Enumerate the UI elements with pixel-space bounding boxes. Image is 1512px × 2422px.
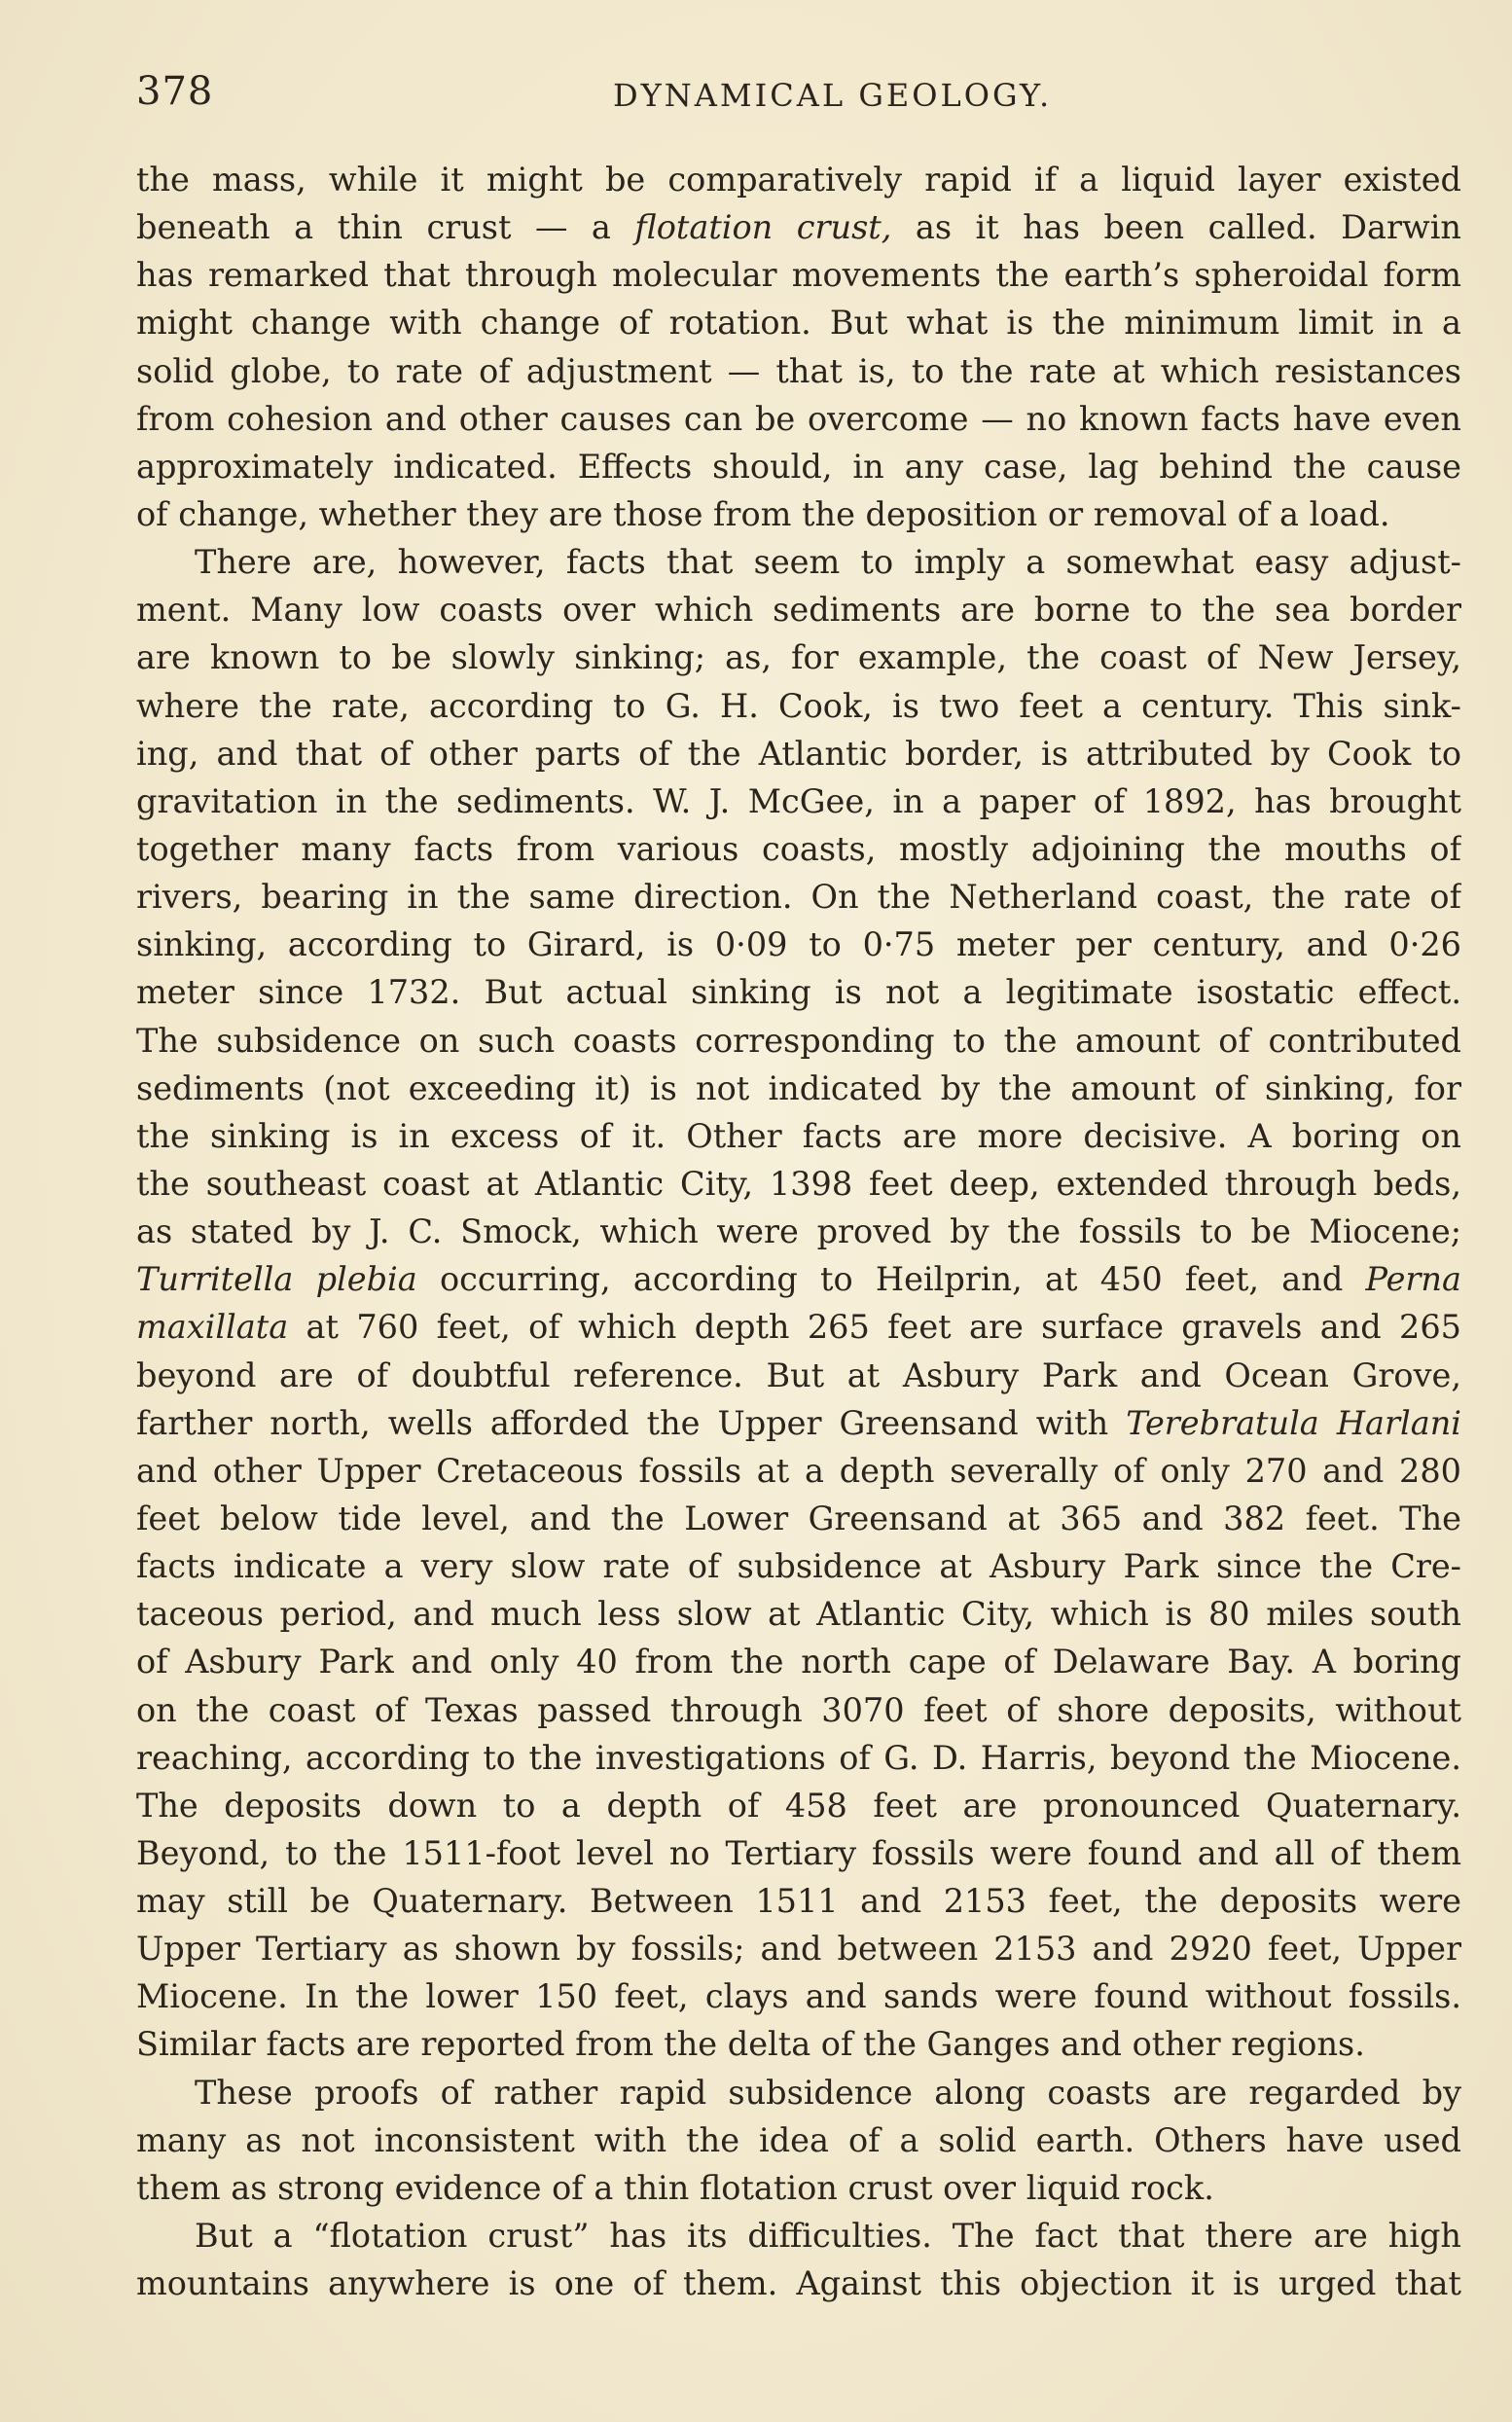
text-run: the mass, while it might be comparatively rapid if a liquid layer existed <box>136 161 1461 199</box>
text-run: Beyond, to the 1511-foot level no Tertiary fossils were found and all of them <box>136 1833 1461 1872</box>
text-line <box>136 538 1461 586</box>
text-run: Miocene. In the lower 150 feet, clays and sands were found without fossils. <box>136 1977 1461 2016</box>
text-line <box>136 490 1461 538</box>
text-line <box>136 777 1461 825</box>
text-run: beyond are of doubtful reference. But at Asbury Park and Ocean Grove, <box>136 1356 1461 1394</box>
text-line <box>136 2020 1461 2068</box>
page-number: 378 <box>136 69 214 114</box>
text-line <box>136 921 1461 968</box>
text-run: together many facts from various coasts, mostly adjoining the mouths of <box>136 829 1461 868</box>
text-run: feet below tide level, and the Lower Greensand at 365 and 382 feet. The <box>136 1499 1461 1537</box>
text-run: The subsidence on such coasts corresponding to the amount of contributed <box>136 1021 1461 1060</box>
text-line <box>136 251 1461 299</box>
text-line <box>136 633 1461 681</box>
text-run: of change, whether they are those from the deposition or removal of a load. <box>136 494 1390 533</box>
text-line <box>136 1734 1461 1782</box>
text-line <box>136 1590 1461 1638</box>
page-header <box>136 62 1459 121</box>
text-run: ing, and that of other parts of the Atlantic border, is attributed by Cook to <box>136 734 1461 773</box>
text-line <box>136 2116 1461 2164</box>
text-run: taceous period, and much less slow at Atlantic City, which is 80 miles south <box>136 1595 1461 1634</box>
text-line <box>136 1447 1461 1495</box>
text-run: mountains anywhere is one of them. Against this objection it is urged that <box>136 2264 1461 2303</box>
text-run: gravitation in the sediments. W. J. McGee, in a paper of 1892, has brought <box>136 781 1461 820</box>
paragraph <box>136 538 1461 2069</box>
text-run: But a “flotation crust” has its difficulties. The fact that there are high <box>195 2217 1461 2256</box>
text-run: on the coast of Texas passed through 3070 feet of shore deposits, without <box>136 1690 1461 1729</box>
body-text <box>136 156 1461 2307</box>
text-line <box>136 1399 1461 1447</box>
text-run: as stated by J. C. Smock, which were proved by the fossils to be Miocene; <box>136 1212 1461 1251</box>
text-line <box>136 1686 1461 1734</box>
text-run: Upper Tertiary as shown by fossils; and between 2153 and 2920 feet, Upper <box>136 1930 1461 1969</box>
text-line <box>136 2212 1461 2259</box>
text-run: the southeast coast at Atlantic City, 1398 feet deep, extended through beds, <box>136 1164 1461 1203</box>
text-run: and other Upper Cretaceous fossils at a depth severally of only 270 and 280 <box>136 1451 1461 1490</box>
text-line <box>136 1208 1461 1255</box>
text-line <box>136 730 1461 777</box>
text-line <box>136 299 1461 346</box>
text-run: farther north, wells afforded the Upper Greensand with <box>136 1403 1127 1442</box>
italic-text: maxillata <box>136 1308 289 1347</box>
text-line <box>136 1255 1461 1303</box>
text-run: reaching, according to the investigations of G. D. Harris, beyond the Miocene. <box>136 1738 1461 1777</box>
text-run: at 760 feet, of which depth 265 feet are surface gravels and 265 <box>288 1308 1461 1347</box>
text-line <box>136 1160 1461 1208</box>
text-line <box>136 586 1461 633</box>
text-run: meter since 1732. But actual sinking is not a legitimate isostatic effect. <box>136 973 1461 1012</box>
text-line <box>136 203 1461 251</box>
text-run: them as strong evidence of a thin flotation crust over liquid rock. <box>136 2168 1214 2207</box>
text-run: ment. Many low coasts over which sediments are borne to the sea border <box>136 591 1461 630</box>
text-line <box>136 1877 1461 1925</box>
text-line <box>136 443 1461 490</box>
text-line <box>136 2069 1461 2116</box>
text-line <box>136 1829 1461 1877</box>
text-run: might change with change of rotation. But what is the minimum limit in a <box>136 304 1461 343</box>
text-run: are known to be slowly sinking; as, for example, the coast of New Jersey, <box>136 638 1461 677</box>
text-line <box>136 156 1461 203</box>
italic-text: flotation crust, <box>634 208 892 247</box>
text-run: The deposits down to a depth of 458 feet are pronounced Quaternary. <box>136 1786 1461 1825</box>
text-run: approximately indicated. Effects should, in any case, lag behind the cause <box>136 447 1461 486</box>
text-run: Similar facts are reported from the delta of the Ganges and other regions. <box>136 2025 1365 2064</box>
text-run: from cohesion and other causes can be overcome — no known facts have even <box>136 399 1461 438</box>
italic-text: Turritella plebia <box>136 1260 417 1299</box>
text-line <box>136 1065 1461 1112</box>
text-run: where the rate, according to G. H. Cook, is two feet a century. This sink- <box>136 686 1461 725</box>
text-run: rivers, bearing in the same direction. On the Netherland coast, the rate of <box>136 878 1461 917</box>
text-line <box>136 1112 1461 1160</box>
text-run: There are, however, facts that seem to imply a somewhat easy adjust- <box>195 543 1461 582</box>
text-run: has remarked that through molecular movements the earth’s spheroidal form <box>136 256 1461 295</box>
text-line <box>136 873 1461 921</box>
text-run: many as not inconsistent with the idea of a solid earth. Others have used <box>136 2120 1461 2159</box>
text-line <box>136 347 1461 395</box>
italic-text: Terebratula Harlani <box>1126 1403 1461 1442</box>
text-line <box>136 968 1461 1016</box>
text-run: sediments (not exceeding it) is not indicated by the amount of sinking, for <box>136 1068 1461 1107</box>
text-run: sinking, according to Girard, is 0·09 to 0·75 meter per century, and 0·26 <box>136 925 1461 964</box>
text-run: may still be Quaternary. Between 1511 and 2153 feet, the deposits were <box>136 1882 1461 1921</box>
text-line <box>136 395 1461 443</box>
italic-text: Perna <box>1365 1260 1461 1299</box>
text-line <box>136 2164 1461 2212</box>
text-run: These proofs of rather rapid subsidence along coasts are regarded by <box>195 2073 1461 2112</box>
running-head: DYNAMICAL GEOLOGY. <box>613 77 1053 114</box>
text-run: occurring, according to Heilprin, at 450 feet, and <box>416 1260 1366 1299</box>
text-run: as it has been called. Darwin <box>891 208 1461 247</box>
text-line <box>136 1352 1461 1399</box>
text-line <box>136 825 1461 873</box>
text-line <box>136 2259 1461 2307</box>
text-run: of Asbury Park and only 40 from the north cape of Delaware Bay. A boring <box>136 1643 1461 1681</box>
text-run: the sinking is in excess of it. Other facts are more decisive. A boring on <box>136 1116 1461 1155</box>
text-line <box>136 1542 1461 1590</box>
text-run: facts indicate a very slow rate of subsidence at Asbury Park since the Cre- <box>136 1547 1461 1586</box>
text-line <box>136 1925 1461 1972</box>
text-line <box>136 1972 1461 2020</box>
text-line <box>136 1495 1461 1542</box>
text-line <box>136 1782 1461 1829</box>
paragraph <box>136 2069 1461 2212</box>
text-line <box>136 682 1461 730</box>
text-line <box>136 1017 1461 1065</box>
text-line <box>136 1638 1461 1685</box>
text-run: solid globe, to rate of adjustment — that is, to the rate at which resistances <box>136 351 1461 390</box>
text-run: beneath a thin crust — a <box>136 208 635 247</box>
paragraph <box>136 156 1461 538</box>
paragraph <box>136 2212 1461 2307</box>
text-line <box>136 1303 1461 1351</box>
